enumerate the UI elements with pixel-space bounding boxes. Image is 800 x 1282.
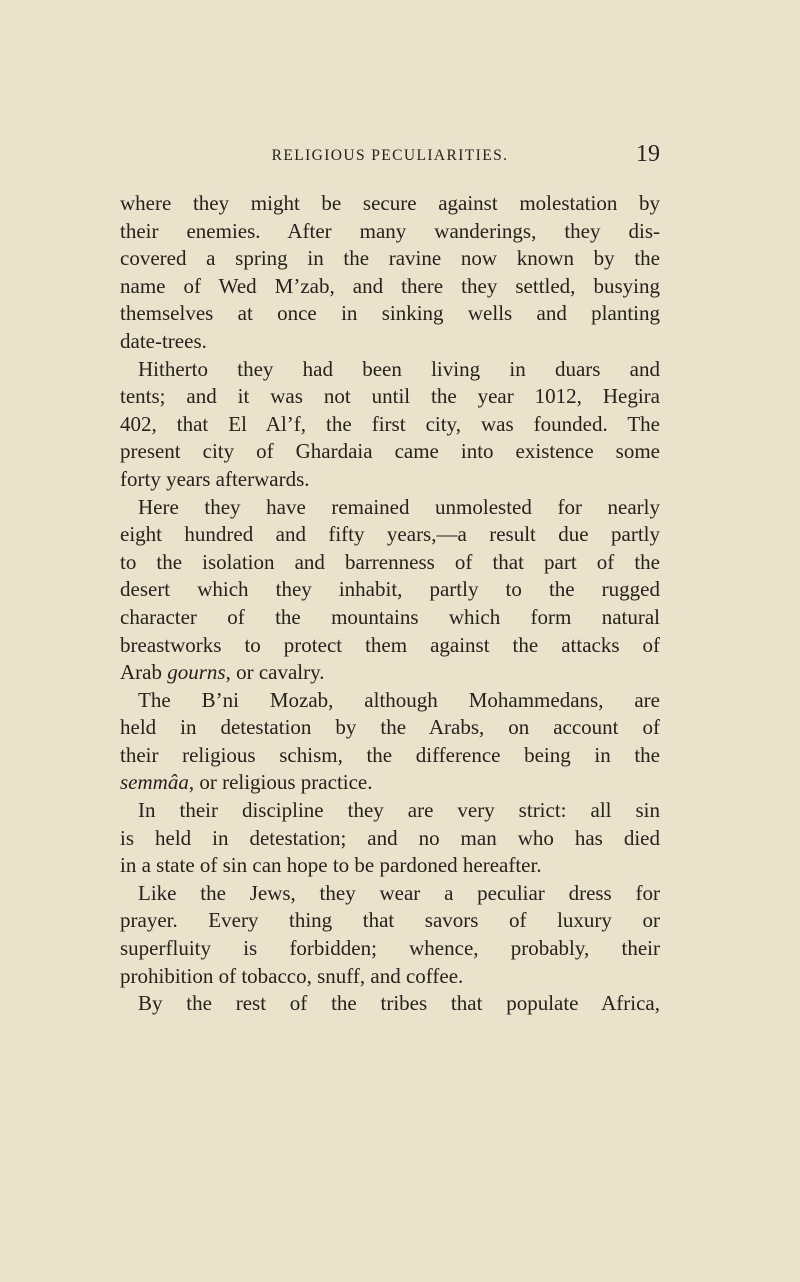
line-text: is held in detestation; and no man who has died bbox=[120, 825, 660, 850]
line-text: prayer. Every thing that savors of luxury or bbox=[120, 908, 660, 933]
text-line bbox=[120, 659, 660, 687]
line-text: Like the Jews, they wear a peculiar dress for bbox=[138, 880, 660, 905]
line-text: where they might be secure against molestation by bbox=[120, 191, 660, 215]
line-text: prohibition of tobacco, snuff, and coffee. bbox=[120, 963, 464, 988]
line-text: name of Wed M’zab, and there they settled, busying bbox=[120, 273, 660, 298]
line-text: forty years afterwards. bbox=[120, 466, 310, 491]
text-line bbox=[120, 438, 660, 466]
line-text: eight hundred and fifty years,—a result due partly bbox=[120, 522, 660, 547]
line-text: In their discipline they are very strict: all sin bbox=[138, 798, 660, 823]
text-line bbox=[120, 521, 660, 549]
line-text: character of the mountains which form natural bbox=[120, 604, 660, 629]
text-line bbox=[120, 300, 660, 328]
text-line bbox=[120, 880, 660, 908]
text-line bbox=[120, 604, 660, 632]
line-text: By the rest of the tribes that populate Africa, bbox=[138, 991, 660, 1016]
line-text: in a state of sin can hope to be pardoned hereafter. bbox=[120, 853, 542, 878]
line-text: desert which they inhabit, partly to the rugged bbox=[120, 577, 660, 602]
text-line bbox=[120, 273, 660, 301]
text-line bbox=[120, 797, 660, 825]
line-text: Here they have remained unmolested for nearly bbox=[138, 494, 660, 519]
text-line bbox=[120, 769, 660, 797]
text-line bbox=[120, 576, 660, 604]
line-text: breastworks to protect them against the attacks of bbox=[120, 632, 660, 657]
italic-term: gourns bbox=[167, 660, 226, 685]
text-line bbox=[120, 356, 660, 384]
text-line bbox=[120, 328, 660, 356]
text-line bbox=[120, 990, 660, 1018]
text-line bbox=[120, 466, 660, 494]
line-text: Arab bbox=[120, 660, 168, 685]
text-line bbox=[120, 190, 660, 218]
text-line bbox=[120, 907, 660, 935]
text-line bbox=[120, 494, 660, 522]
line-text: their religious schism, the difference being in the bbox=[120, 742, 660, 767]
line-text: covered a spring in the ravine now known by the bbox=[120, 246, 660, 271]
body-text bbox=[120, 190, 660, 1018]
line-text: themselves at once in sinking wells and planting bbox=[120, 301, 660, 326]
line-text: present city of Ghardaia came into existence some bbox=[120, 439, 660, 464]
text-line bbox=[120, 714, 660, 742]
text-line bbox=[120, 245, 660, 273]
line-text: The B’ni Mozab, although Mohammedans, are bbox=[138, 687, 660, 712]
running-title: RELIGIOUS PECULIARITIES. bbox=[271, 147, 509, 164]
text-line bbox=[120, 742, 660, 770]
line-text: 402, that El Al’f, the first city, was founded. The bbox=[120, 411, 660, 436]
italic-term: semmâa bbox=[120, 770, 189, 795]
line-text: tents; and it was not until the year 1012, Hegira bbox=[120, 384, 660, 409]
running-head bbox=[120, 141, 660, 177]
line-text: , or religious practice. bbox=[188, 770, 373, 795]
line-text: their enemies. After many wanderings, they dis- bbox=[120, 218, 660, 243]
line-text: date-trees. bbox=[120, 328, 207, 353]
text-line bbox=[120, 963, 660, 991]
line-text: held in detestation by the Arabs, on account of bbox=[120, 715, 660, 740]
text-line bbox=[120, 411, 660, 439]
text-line bbox=[120, 852, 660, 880]
text-line bbox=[120, 218, 660, 246]
text-line bbox=[120, 935, 660, 963]
text-line bbox=[120, 825, 660, 853]
text-line bbox=[120, 632, 660, 660]
line-text: Hitherto they had been living in duars and bbox=[138, 356, 660, 381]
line-text: , or cavalry. bbox=[225, 660, 325, 685]
text-line bbox=[120, 383, 660, 411]
line-text: superfluity is forbidden; whence, probably, their bbox=[120, 936, 660, 961]
line-text: to the isolation and barrenness of that part of the bbox=[120, 549, 660, 574]
page-number: 19 bbox=[636, 141, 660, 167]
text-line bbox=[120, 549, 660, 577]
text-line bbox=[120, 687, 660, 715]
